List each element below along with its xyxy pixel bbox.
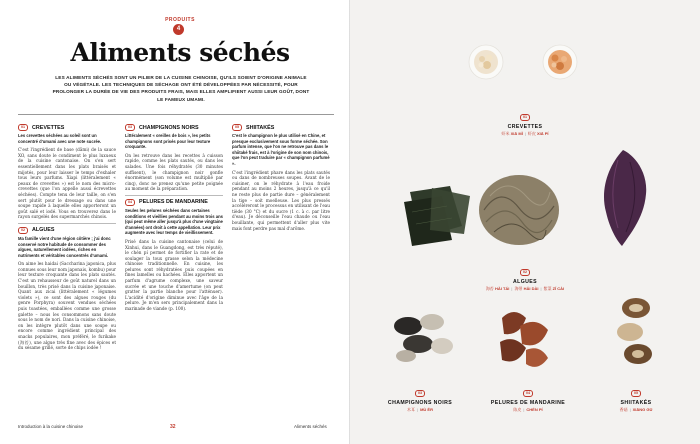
tangerine-peel-photo bbox=[490, 300, 556, 374]
running-footer-right: Aliments séchés bbox=[294, 424, 327, 429]
wood-ear-photo bbox=[388, 306, 460, 368]
section-title: CHAMPIGNONS NOIRS bbox=[139, 124, 199, 131]
page-title: Aliments séchés bbox=[70, 38, 290, 67]
label-chinese: 虾米 XIĀ MǏ | 虾皮 XIĀ PÍ bbox=[501, 131, 549, 136]
label-algues bbox=[460, 258, 590, 292]
red-seaweed-photo bbox=[588, 146, 658, 250]
section-shiitakes-head bbox=[232, 124, 330, 131]
label-crevettes bbox=[470, 103, 580, 137]
kombu-photo bbox=[476, 170, 562, 248]
label-number: 05 bbox=[631, 390, 641, 397]
intro-text: LES ALIMENTS SÉCHÉS SONT UN PILIER DE LA CUISINE CHINOISE, QU'ILS SOIENT D'ORIGINE ANIMALE OU VÉGÉTALE. LES TECHNIQUES DE SÉCHAGE ONT ÉTÉ DÉVELOPPÉES PAR NÉCESSITÉ, POUR PROLONGER LA DURÉE DE VIE DES PRODUITS FRAIS, MAIS ELLES AMPLIFIENT AUSSI LEUR GOÛT, DONT LE FAMEUX UMAMI. bbox=[52, 75, 310, 102]
section-number: 05 bbox=[232, 124, 242, 131]
label-pelures bbox=[468, 379, 588, 413]
label-number: 02 bbox=[520, 269, 530, 276]
section-body: Prisé dans la cuisine cantonaise (celui de Xinhui, dans le Guangdong, est très réputé), le chén pí permet de fortifier la rate et de soulager la toux grasse selon la médecine chinoise traditionnelle. En cuisine, les pelures sont réhydratées puis coupées en fines lamelles ou hachées. Elles apportent un parfum d'agrume complexe, une saveur sucrée et une touche d'amertume (on peut gratter la partie blanche pour l'atténuer). L'acidité d'origine diminue avec l'âge de la pelure. Je m'en sers principalement dans la marinade de viande (p. 100). bbox=[125, 238, 223, 312]
column-2 bbox=[125, 121, 223, 315]
label-number: 04 bbox=[523, 390, 533, 397]
label-name: SHIITAKÉS bbox=[620, 400, 652, 406]
dried-shrimp-bowl-photo bbox=[468, 44, 504, 80]
section-title: CREVETTES bbox=[32, 124, 65, 131]
section-divider bbox=[125, 195, 223, 196]
section-lead: Littéralement « oreilles de bois », les petits champignons sont prisés pour leur texture croquante. bbox=[125, 133, 211, 150]
label-champignons bbox=[360, 379, 480, 413]
section-lead: Seules les pelures séchées dans certaines conditions et vieillies pendant au moins trois ans (qui peut même aller jusqu'à plus d'une vingtaine d'années) ont droit à cette appellation. Leur prix augmente avec leur temps de vieillissement. bbox=[125, 207, 223, 236]
column-3 bbox=[232, 121, 330, 234]
column-1 bbox=[18, 121, 116, 354]
chapter-badge: 4 bbox=[173, 24, 184, 35]
section-number: 04 bbox=[125, 199, 135, 206]
section-crevettes-head bbox=[18, 124, 116, 131]
divider bbox=[18, 114, 334, 115]
shrimp-bowl-photo bbox=[542, 44, 578, 80]
label-name: CREVETTES bbox=[507, 124, 543, 130]
section-body: On aime les haidai (Saccharina japonica, plus connues sous leur nom japonais, kombu) pour leur texture croquante dans les plats sautés. C'est un rehausseur de goût naturel dans un bouillon, très prisé dans la cuisine japonaise. Quant aux zicai (littéralement « légumes violets »), ce sont des algues rouges (du genre Porphyra) souvent vendues séchées puis toastées, emballées comme une grosse galette – nous les consommons sans doute sous le nom de nori. Dans la cuisine chinoise, on les intègre plutôt dans une soupe ou encore comme ingrédient principal des snacks populaires, mon préféré, le furikake (海苔), une algue très fine avec des épices et du sésame grillé, sorte de chips iodée ! bbox=[18, 261, 116, 351]
section-body: On les retrouve dans les recettes à cuisson rapide, comme les plats sautés, ou dans les salades. Une fois réhydratés (30 minutes suffisent), le champignon noir gonfle énormément (son volume est multiplié par cinq), donc ne prenez qu'une petite poignée au moment de la préparation. bbox=[125, 152, 223, 192]
section-lead: Ma famille vient d'une région côtière ; j'ai donc conservé notre habitude de consommer des algues, naturellement iodées, riches en nutriments et véritables concentrés d'umami. bbox=[18, 235, 111, 258]
section-title: PELURES DE MANDARINE bbox=[139, 199, 208, 206]
right-page bbox=[350, 0, 700, 444]
label-name: CHAMPIGNONS NOIRS bbox=[387, 400, 453, 406]
label-name: PELURES DE MANDARINE bbox=[490, 400, 566, 406]
label-number: 03 bbox=[415, 390, 425, 397]
section-algues-head bbox=[18, 227, 116, 234]
label-number: 01 bbox=[520, 114, 530, 121]
section-body: C'est l'ingrédient phare dans les plats sautés ou dans de nombreuses soupes. Avant de le cuisiner, on le réhydrate à l'eau froide pendant au moins 2 heures, jusqu'à ce qu'il ne reste plus de partie dure – généralement la tige – soit moelleuse. Les plus pressés accéléreront le processus en utilisant de l'eau tiède (30 °C) et du sucre (1 c. à c. par litre d'eau). Je déconseille l'eau chaude ou l'eau bouillante, qui permettent d'aller plus vite mais font perdre pas mal d'arôme. bbox=[232, 169, 330, 231]
section-lead: C'est le champignon le plus utilisé en Chine, et presque exclusivement sous forme séchée. Son parfum intense, que l'on ne retrouve pas dans le shiitaké frais, est à l'origine de son nom chinois, que l'on peut traduire par « champignon parfumé ». bbox=[232, 133, 330, 166]
label-shiitakes bbox=[586, 379, 686, 413]
section-number: 03 bbox=[125, 124, 135, 131]
section-lead: Les crevettes séchées au soleil sont un concentré d'umami avec une note sucrée. bbox=[18, 133, 102, 144]
label-chinese: 木耳 | MÙ ĚR bbox=[407, 407, 433, 412]
label-chinese: 香菇 | XIĀNG GŪ bbox=[619, 407, 653, 412]
section-number: 01 bbox=[18, 124, 28, 131]
label-chinese: 海苔 HǍI TÁI | 海带 HǍI DÀI | 紫菜 ZǏ CÀI bbox=[485, 286, 565, 291]
nori-sheets-photo bbox=[402, 182, 477, 250]
section-divider bbox=[18, 223, 116, 224]
page-number: 32 bbox=[170, 424, 176, 430]
section-pelures-head bbox=[125, 199, 223, 206]
shiitake-photo bbox=[612, 294, 656, 370]
section-title: ALGUES bbox=[32, 227, 55, 234]
label-chinese: 陈皮 | CHÉN PÍ bbox=[513, 407, 543, 412]
section-champignons-head bbox=[125, 124, 223, 131]
section-title: SHIITAKÉS bbox=[246, 124, 275, 131]
section-number: 02 bbox=[18, 227, 28, 234]
label-name: ALGUES bbox=[512, 279, 538, 285]
kicker: PRODUITS bbox=[165, 17, 195, 23]
running-footer-left: Introduction à la cuisine chinoise bbox=[18, 424, 84, 429]
section-body: C'est l'ingrédient de base (dāmi) de la sauce XO, sans doute le condiment le plus luxueux de la cuisine cantonaise. On s'en sert essentiellement dans les plats braisés et mijotés, pour leur laisser le temps d'exhaler tous leurs parfums. Xiapi (littéralement « peaux de crevettes ») est le nom des micro-crevettes (que l'on appelle aussi écrevettes séchées). Compte tenu de leur taille, on s'en sert plutôt pour le dressage ou dans une soupe rapide à laquelle elles apporteront un goût salé et iodé. Vous en trouverez dans le rayon surgelés des supermarchés chinois. bbox=[18, 147, 116, 220]
